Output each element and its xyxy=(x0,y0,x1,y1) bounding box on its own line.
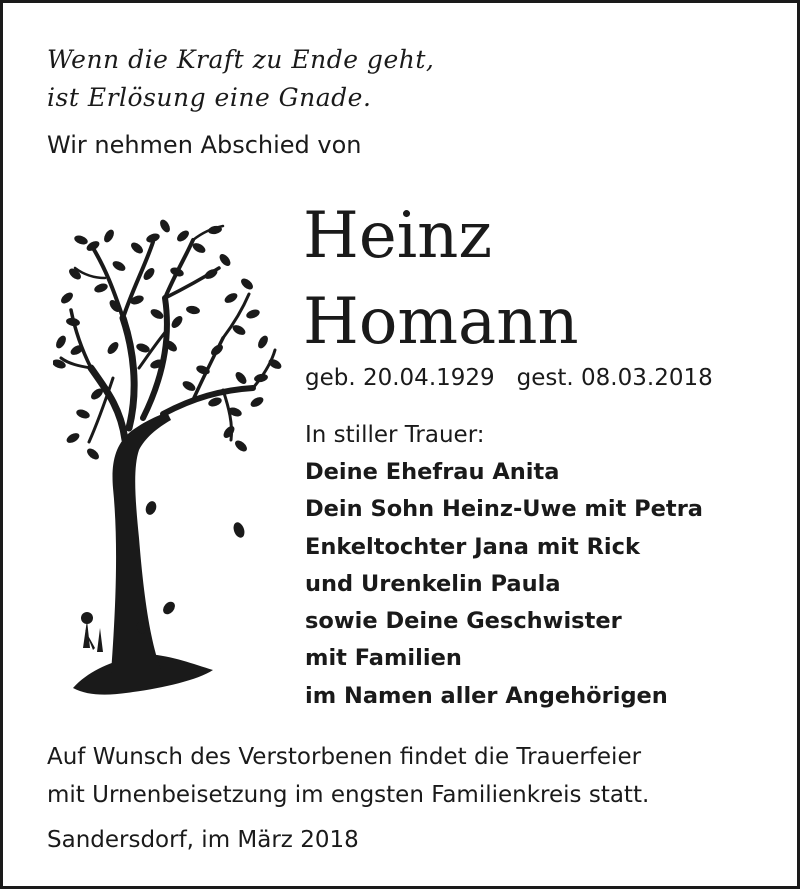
mourner-line: sowie Deine Geschwister xyxy=(305,608,622,635)
notice-line-1: Auf Wunsch des Verstorbenen findet die Trauerfeier xyxy=(47,744,642,770)
last-name: Homann xyxy=(303,285,579,359)
mourners-list xyxy=(305,454,703,715)
mourner-line: Enkeltochter Jana mit Rick xyxy=(305,533,640,560)
mourner-line: und Urenkelin Paula xyxy=(305,570,561,597)
tree-silhouette-icon xyxy=(53,218,283,718)
first-name: Heinz xyxy=(303,199,493,273)
quote-line-2: ist Erlösung eine Gnade. xyxy=(47,83,372,112)
notice-line-2: mit Urnenbeisetzung im engsten Familienkreis statt. xyxy=(47,782,650,808)
death-date: gest. 08.03.2018 xyxy=(516,365,713,391)
mourner-line: Deine Ehefrau Anita xyxy=(305,459,560,485)
birth-date: geb. 20.04.1929 xyxy=(305,365,495,391)
place-and-date: Sandersdorf, im März 2018 xyxy=(47,827,359,853)
quote-line-1: Wenn die Kraft zu Ende geht, xyxy=(47,45,435,74)
quote xyxy=(47,41,434,117)
mourner-line: mit Familien xyxy=(305,645,462,672)
mourning-label: In stiller Trauer: xyxy=(305,422,485,448)
deceased-name xyxy=(303,193,579,365)
mourner-line: im Namen aller Angehörigen xyxy=(305,682,668,709)
life-dates xyxy=(305,362,713,394)
intro-text: Wir nehmen Abschied von xyxy=(47,131,362,159)
mourner-line: Dein Sohn Heinz-Uwe mit Petra xyxy=(305,496,703,523)
funeral-notice xyxy=(47,738,649,814)
